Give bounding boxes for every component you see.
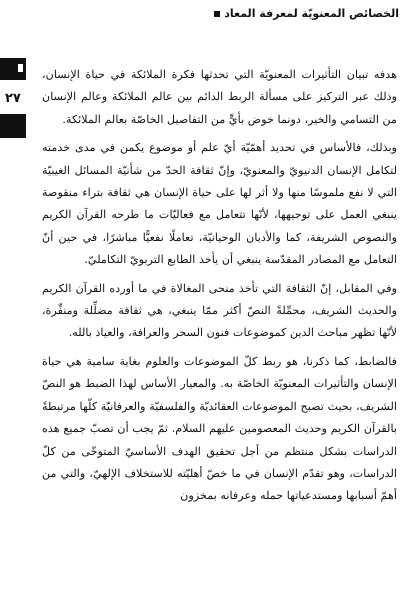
page-number: ٢٧	[5, 91, 21, 106]
paragraph-3: وفي المقابل، إنّ الثقافة التي تأخذ منحى المغالاة في ما أورده القرآن الكريم والحديث الشريف، محمِّلةً النصّ أكثر ممّا ينبغي، هي ثقافة مضلِّلة ومنفِّرة، لأنّها تظهر مباحث الدين كموضوعات فنون السحر والعرافة، والعياذ بالله.	[42, 281, 397, 340]
paragraph-4: فالضابط، كما ذكرنا، هو ربط كلّ الموضوعات والعلوم بغاية سامية هي حياة الإنسان والتأثيرات المعنويّة الخاصّة به. والمعيار الأساس لهذا الضبط هو النصّ الشريف، بحيث تصبح الموضوعات العقائديّة والفلسفيّة والعرفانيّة كلّها مرتبطةً بالقرآن الكريم وحديث المعصومين عليهم السلام. ثمّ يجب أن تصبّ جميع هذه الدراسات بشكل منتظم من أجل تحقيق الهدف الأساسيّ المتوخّى من كلّ الدراسات، وهو تقدّم الإنسان في ما خصّ أهليّته للاستخلاف الإلهيّ، والتي من أهمّ أسبابها ومستدعياتها حمله وعرفانه بمخزون	[42, 354, 397, 503]
paragraph-2: وبذلك، فالأساس في تحديد أهمّيّة أيّ علم أو موضوع يكمن في مدى خدمته لتكامل الإنسان الدنيويّ والمعنويّ، وإنّ ثقافة الحدّ من شأنيّة المسائل الغيبيّة التي لا نفع ملموسًا منها ولا أثر لها على حياة الإنسان هي ثقافة بتراء منقوصة ينبغي العمل على توجيهها، لأنّها تتعامل مع فعاليّات ما طرحه القرآن الكريم والنصوص الشريفة، كما والأديان الوحيانيّة، تعاملًا نفعيًّا مباشرًا، في حين أنّ التعامل مع المصادر المقدّسة ينبغي أن يأخذ الطابع التربويّ التكامليّ.	[42, 141, 397, 267]
running-header	[110, 6, 399, 22]
running-header-title: الخصائص المعنويّة لمعرفة المعاد	[224, 7, 399, 20]
thumb-index-marker-top	[0, 58, 26, 80]
thumb-index-marker-bottom	[0, 114, 26, 138]
body-text	[42, 64, 397, 514]
header-square-icon	[214, 11, 220, 17]
paragraph-1: هدفه تبيان التأثيرات المعنويّة التي تحدثها فكرة الملائكة في حياة الإنسان، وذلك عبر التركيز على مسألة الربط الدائم بين عالم الملائكة وعالم الإنسان من التسامي والخير، دونما خوض بأيٍّ من التفاصيل الخاصّة بعالم الملائكة.	[42, 68, 397, 126]
